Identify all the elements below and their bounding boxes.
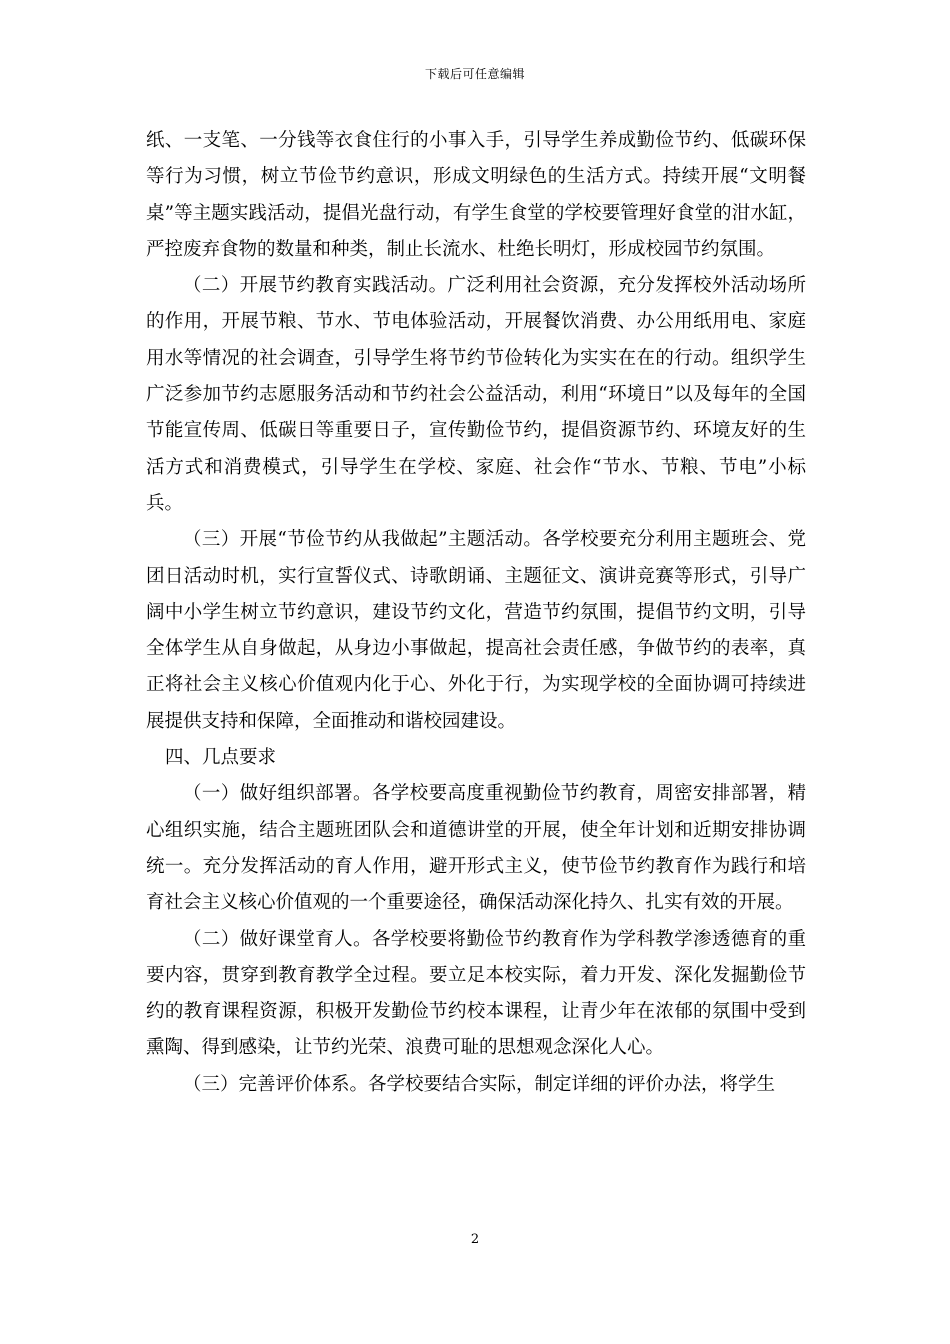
section-heading-requirements: 四、几点要求 <box>165 747 277 769</box>
page-header: 下载后可任意编辑 <box>424 67 525 81</box>
paragraph-classroom: （二）做好课堂育人。各学校要将勤俭节约教育作为学科教学渗透德育的重要内容，贯穿到教育教学全过程。要立足本校实际，着力开发、深化发掘勤俭节约的教育课程资源，积极开发勤俭节约校本课程，让青少年在浓郁的氛围中受到熏陶、得到感染，让节约光荣、浪费可耻的思想观念深化人心。 <box>146 928 806 1059</box>
paragraph-organization: （一）做好组织部署。各学校要高度重视勤俭节约教育，周密安排部署，精心组织实施，结合主题班团队会和道德讲堂的开展，使全年计划和近期安排协调统一。充分发挥活动的育人作用，避开形式主义，使节俭节约教育作为践行和培育社会主义核心价值观的一个重要途径，确保活动深化持久、扎实有效的开展。 <box>146 783 806 914</box>
paragraph-evaluation: （三）完善评价体系。各学校要结合实际，制定详细的评价办法，将学生 <box>183 1073 776 1095</box>
paragraph-theme-activities: （三）开展“节俭节约从我做起”主题活动。各学校要充分利用主题班会、党团日活动时机，实行宣誓仪式、诗歌朗诵、主题征文、演讲竞赛等形式，引导广阔中小学生树立节约意识，建设节约文化，营造节约氛围，提倡节约文明，引导全体学生从自身做起，从身边小事做起，提高社会责任感，争做节约的表率，真正将社会主义核心价值观内化于心、外化于行，为实现学校的全面协调可持续进展提供支持和保障，全面推动和谐校园建设。 <box>146 529 806 732</box>
page-number: 2 <box>470 1232 480 1247</box>
document-body <box>146 123 806 1103</box>
paragraph-practice-activities: （二）开展节约教育实践活动。广泛利用社会资源，充分发挥校外活动场所的作用，开展节粮、节水、节电体验活动，开展餐饮消费、办公用纸用电、家庭用水等情况的社会调查，引导学生将节约节俭转化为实实在在的行动。组织学生广泛参加节约志愿服务活动和节约社会公益活动，利用“环境日”以及每年的全国节能宣传周、低碳日等重要日子，宣传勤俭节约，提倡资源节约、环境友好的生活方式和消费模式，引导学生在学校、家庭、社会作“节水、节粮、节电”小标兵。 <box>146 275 806 514</box>
paragraph-continuation: 纸、一支笔、一分钱等衣食住行的小事入手，引导学生养成勤俭节约、低碳环保等行为习惯，树立节俭节约意识，形成文明绿色的生活方式。持续开展“文明餐桌”等主题实践活动，提倡光盘行动，有学生食堂的学校要管理好食堂的泔水缸，严控废弃食物的数量和种类，制止长流水、杜绝长明灯，形成校园节约氛围。 <box>146 130 806 260</box>
